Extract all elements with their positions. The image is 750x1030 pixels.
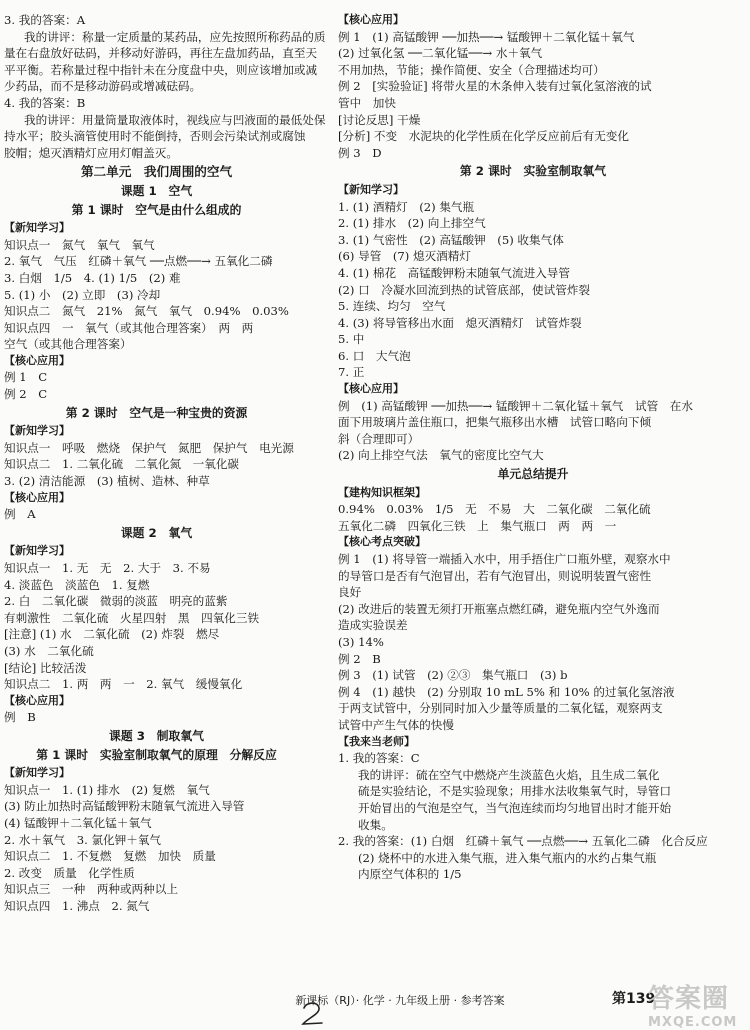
left-answer-line: 知识点二 氮气 21% 氮气 氧气 0.94% 0.03%: [4, 304, 289, 319]
right-answer-line: 斜（合理即可）: [338, 431, 420, 446]
right-answer-line: (2) 口 冷凝水回流到热的试管底部，使试管炸裂: [338, 282, 590, 297]
left-answer-line: 我的讲评：用量筒量取液体时，视线应与凹液面的最低处保: [24, 112, 326, 127]
right-section-heading: 单元总结提升: [497, 467, 569, 482]
right-answer-line: (3) 14%: [338, 634, 384, 649]
left-answer-line: 3. 白烟 1/5 4. (1) 1/5 (2) 难: [4, 270, 181, 285]
right-answer-line: 内原空气体积的 1/5: [358, 867, 462, 882]
left-section-heading: 第 1 课时 空气是由什么组成的: [71, 202, 242, 217]
right-answer-line: 1. (1) 酒精灯 (2) 集气瓶: [338, 199, 475, 214]
right-answer-line: 试管中产生气体的快慢: [338, 717, 454, 732]
right-section-heading: 第 2 课时 实验室制取氧气: [459, 164, 607, 179]
left-answer-line: 5. (1) 小 (2) 立即 (3) 冷却: [4, 287, 161, 302]
left-answer-line: 空气（或其他合理答案）: [4, 337, 132, 352]
left-answer-line: 2. 氧气 气压 红磷＋氧气 ──点燃──→ 五氧化二磷: [4, 254, 273, 269]
left-answer-line: 知识点一 呼吸 燃烧 保护气 氮肥 保护气 电光源: [4, 440, 294, 455]
watermark-line2: MXQE.COM: [648, 1015, 738, 1030]
right-answer-line: 5. 中: [338, 332, 365, 347]
left-answer-line: 2. 白 二氧化碳 微弱的淡蓝 明亮的蓝紫: [4, 594, 228, 609]
left-answer-line: [注意] (1) 水 二氧化硫 (2) 炸裂 燃尽: [4, 627, 220, 642]
left-answer-line: 知识点四 一 氧气（或其他合理答案） 两 两: [4, 320, 254, 335]
right-answer-line: 开始冒出的气泡是空气，当气泡连续而均匀地冒出时才能开始: [358, 800, 672, 815]
left-section-tag: 【新知学习】: [4, 221, 70, 235]
left-answer-line: 例 2 C: [4, 387, 48, 402]
right-answer-line: 5. 连续、均匀 空气: [338, 299, 446, 314]
left-answer-line: 知识点二 1. 不复燃 复燃 加快 质量: [4, 849, 216, 864]
right-answer-line: 面下用玻璃片盖住瓶口，把集气瓶移出水槽 试管口略向下倾: [338, 415, 652, 430]
right-answer-line: 硫是实验结论，不是实验现象；用排水法收集氧气时，导管口: [358, 784, 672, 799]
right-answer-line: (2) 改进后的装置无须打开瓶塞点燃红磷，避免瓶内空气外逸而: [338, 601, 660, 616]
left-unit-heading: 第二单元 我们周围的空气: [80, 164, 233, 180]
right-answer-line: 造成实验误差: [338, 618, 408, 633]
right-answer-line: 的导管口是否有气泡冒出，若有气泡冒出，则说明装置气密性: [338, 568, 652, 583]
left-answer-line: 我的讲评：称量一定质量的某药品，应先按照所称药品的质: [24, 29, 326, 44]
handwritten-number-mark: [298, 1000, 328, 1026]
right-answer-line: 0.94% 0.03% 1/5 无 不易 大 二氧化碳 二氧化硫: [338, 502, 651, 517]
left-answer-line: [结论] 比较活泼: [4, 660, 87, 675]
left-answer-line: 例 B: [4, 710, 36, 725]
left-answer-line: 2. 改变 质量 化学性质: [4, 865, 135, 880]
right-section-tag: 【建构知识框架】: [338, 485, 426, 499]
left-answer-line: 胶帽；熄灭酒精灯应用灯帽盖灭。: [4, 145, 178, 160]
left-answer-line: 3. (2) 清洁能源 (3) 植树、造林、种草: [4, 474, 210, 489]
left-answer-line: 例 1 C: [4, 370, 48, 385]
right-answer-line: (2) 烧杯中的水进入集气瓶，进入集气瓶内的水约占集气瓶: [358, 850, 657, 865]
left-answer-line: 知识点二 1. 两 两 一 2. 氧气 缓慢氧化: [4, 677, 243, 692]
left-answer-line: 4. 我的答案：B: [4, 95, 86, 110]
right-answer-line: 例 1 (1) 高锰酸钾 ──加热──→ 锰酸钾＋二氧化锰＋氧气: [338, 29, 635, 44]
right-section-tag: 【核心考点突破】: [338, 535, 426, 549]
left-answer-line: 3. 我的答案：A: [4, 13, 86, 27]
right-answer-line: 例 (1) 高锰酸钾 ──加热──→ 锰酸钾＋二氧化锰＋氧气 试管 在水: [338, 398, 693, 413]
right-answer-line: 我的讲评：硫在空气中燃烧产生淡蓝色火焰，且生成二氧化: [358, 767, 660, 782]
right-answer-line: 例 2 B: [338, 651, 381, 666]
left-answer-line: 持水平；胶头滴管使用时不能倒持，否则会污染试剂或腐蚀: [4, 129, 306, 144]
left-answer-line: 平平衡。若称量过程中指针未在分度盘中央，则应该增加或减: [4, 62, 318, 77]
left-section-heading: 课题 2 氧气: [120, 525, 193, 540]
right-answer-line: (2) 向上排空气法 氧气的密度比空气大: [338, 448, 544, 463]
left-answer-line: 知识点二 1. 二氧化硫 二氧化氮 一氧化碳: [4, 457, 240, 472]
right-answer-line: 1. 我的答案：C: [338, 751, 420, 766]
watermark-logo: [648, 978, 748, 1030]
left-section-tag: 【新知学习】: [4, 544, 70, 558]
left-answer-line: 2. 水＋氧气 3. 氯化钾＋氧气: [4, 832, 162, 847]
left-section-tag: 【新知学习】: [4, 424, 70, 438]
left-section-heading: 第 1 课时 实验室制取氧气的原理 分解反应: [36, 747, 277, 762]
left-answer-line: (3) 防止加热时高锰酸钾粉末随氧气流进入导管: [4, 799, 245, 814]
right-answer-line: 6. 口 大气泡: [338, 348, 411, 363]
right-answer-line: 例 2 [实验验证] 将带火星的木条伸入装有过氧化氢溶液的试: [338, 79, 652, 94]
left-answer-line: 量在右盘放好砝码，并移动好游码，再往左盘加药品，直至天: [4, 46, 318, 61]
left-section-tag: 【新知学习】: [4, 766, 70, 780]
right-answer-line: 4. (1) 棉花 高锰酸钾粉末随氧气流进入导管: [338, 265, 570, 280]
right-answer-line: (6) 导管 (7) 熄灭酒精灯: [338, 249, 471, 264]
right-answer-line: [分析] 不变 水泥块的化学性质在化学反应前后有无变化: [338, 129, 629, 144]
left-section-heading: 课题 3 制取氧气: [109, 728, 204, 743]
left-answer-line: 4. 淡蓝色 淡蓝色 1. 复燃: [4, 577, 150, 592]
left-answer-line: (3) 水 二氧化硫: [4, 643, 94, 658]
left-answer-line: 知识点一 氮气 氧气 氧气: [4, 237, 155, 252]
left-answer-line: 少药品，而不是移动游码或增减砝码。: [4, 79, 202, 94]
left-answer-line: 知识点四 1. 沸点 2. 氮气: [4, 898, 150, 913]
right-section-tag: 【核心应用】: [338, 13, 404, 26]
right-answer-line: 收集。: [358, 817, 393, 832]
watermark-line1: 答案圈: [648, 984, 730, 1014]
right-answer-line: 例 1 (1) 将导管一端插入水中，用手捂住广口瓶外壁，观察水中: [338, 552, 671, 566]
left-answer-line: 知识点一 1. (1) 排水 (2) 复燃 氧气: [4, 782, 210, 797]
right-section-tag: 【我来当老师】: [338, 734, 415, 748]
left-answer-line: 知识点三 一种 两种或两种以上: [4, 882, 178, 897]
left-section-heading: 课题 1 空气: [120, 183, 193, 198]
right-column: [338, 12, 728, 883]
left-column: [4, 12, 326, 914]
right-answer-line: 4. (3) 将导管移出水面 熄灭酒精灯 试管炸裂: [338, 315, 582, 330]
left-answer-line: 例 A: [4, 507, 36, 522]
page-footer: 新课标（RJ）· 化学 · 九年级上册 · 参考答案: [295, 994, 505, 1007]
right-answer-line: (2) 过氧化氢 ──二氧化锰──→ 水＋氧气: [338, 46, 543, 61]
page-number: 第139: [612, 991, 656, 1007]
right-answer-line: 7. 正: [338, 365, 365, 380]
right-answer-line: 例 3 (1) 试管 (2) ②③ 集气瓶口 (3) b: [338, 668, 568, 683]
left-answer-line: 知识点一 1. 无 无 2. 大于 3. 不易: [4, 561, 211, 575]
left-answer-line: 有刺激性 二氧化硫 火星四射 黑 四氧化三铁: [4, 610, 260, 625]
right-section-tag: 【核心应用】: [338, 382, 404, 396]
right-answer-line: 2. (1) 排水 (2) 向上排空气: [338, 216, 486, 231]
left-section-tag: 【核心应用】: [4, 490, 70, 504]
right-answer-line: 管中 加快: [338, 95, 396, 110]
right-answer-line: 五氧化二磷 四氧化三铁 上 集气瓶口 两 两 一: [338, 518, 617, 533]
right-answer-line: 例 3 D: [338, 145, 382, 160]
right-answer-line: 3. (1) 气密性 (2) 高锰酸钾 (5) 收集气体: [338, 232, 564, 247]
left-section-tag: 【核心应用】: [4, 353, 70, 367]
right-answer-line: [讨论反思] 干燥: [338, 112, 421, 127]
left-answer-line: (4) 锰酸钾＋二氧化锰＋氧气: [4, 815, 152, 830]
right-answer-line: 不用加热，节能；操作简便、安全（合理描述均可）: [338, 62, 605, 77]
right-answer-line: 于两支试管中，分别同时加入少量等质量的二氧化锰，观察两支: [338, 701, 663, 716]
right-answer-line: 良好: [338, 585, 362, 600]
right-answer-line: 例 4 (1) 越快 (2) 分别取 10 mL 5% 和 10% 的过氧化氢溶液: [338, 684, 675, 699]
left-section-heading: 第 2 课时 空气是一种宝贵的资源: [65, 405, 248, 420]
right-section-tag: 【新知学习】: [338, 182, 404, 196]
right-answer-line: 2. 我的答案：(1) 白烟 红磷＋氧气 ──点燃──→ 五氧化二磷 化合反应: [338, 834, 708, 849]
left-section-tag: 【核心应用】: [4, 693, 70, 707]
